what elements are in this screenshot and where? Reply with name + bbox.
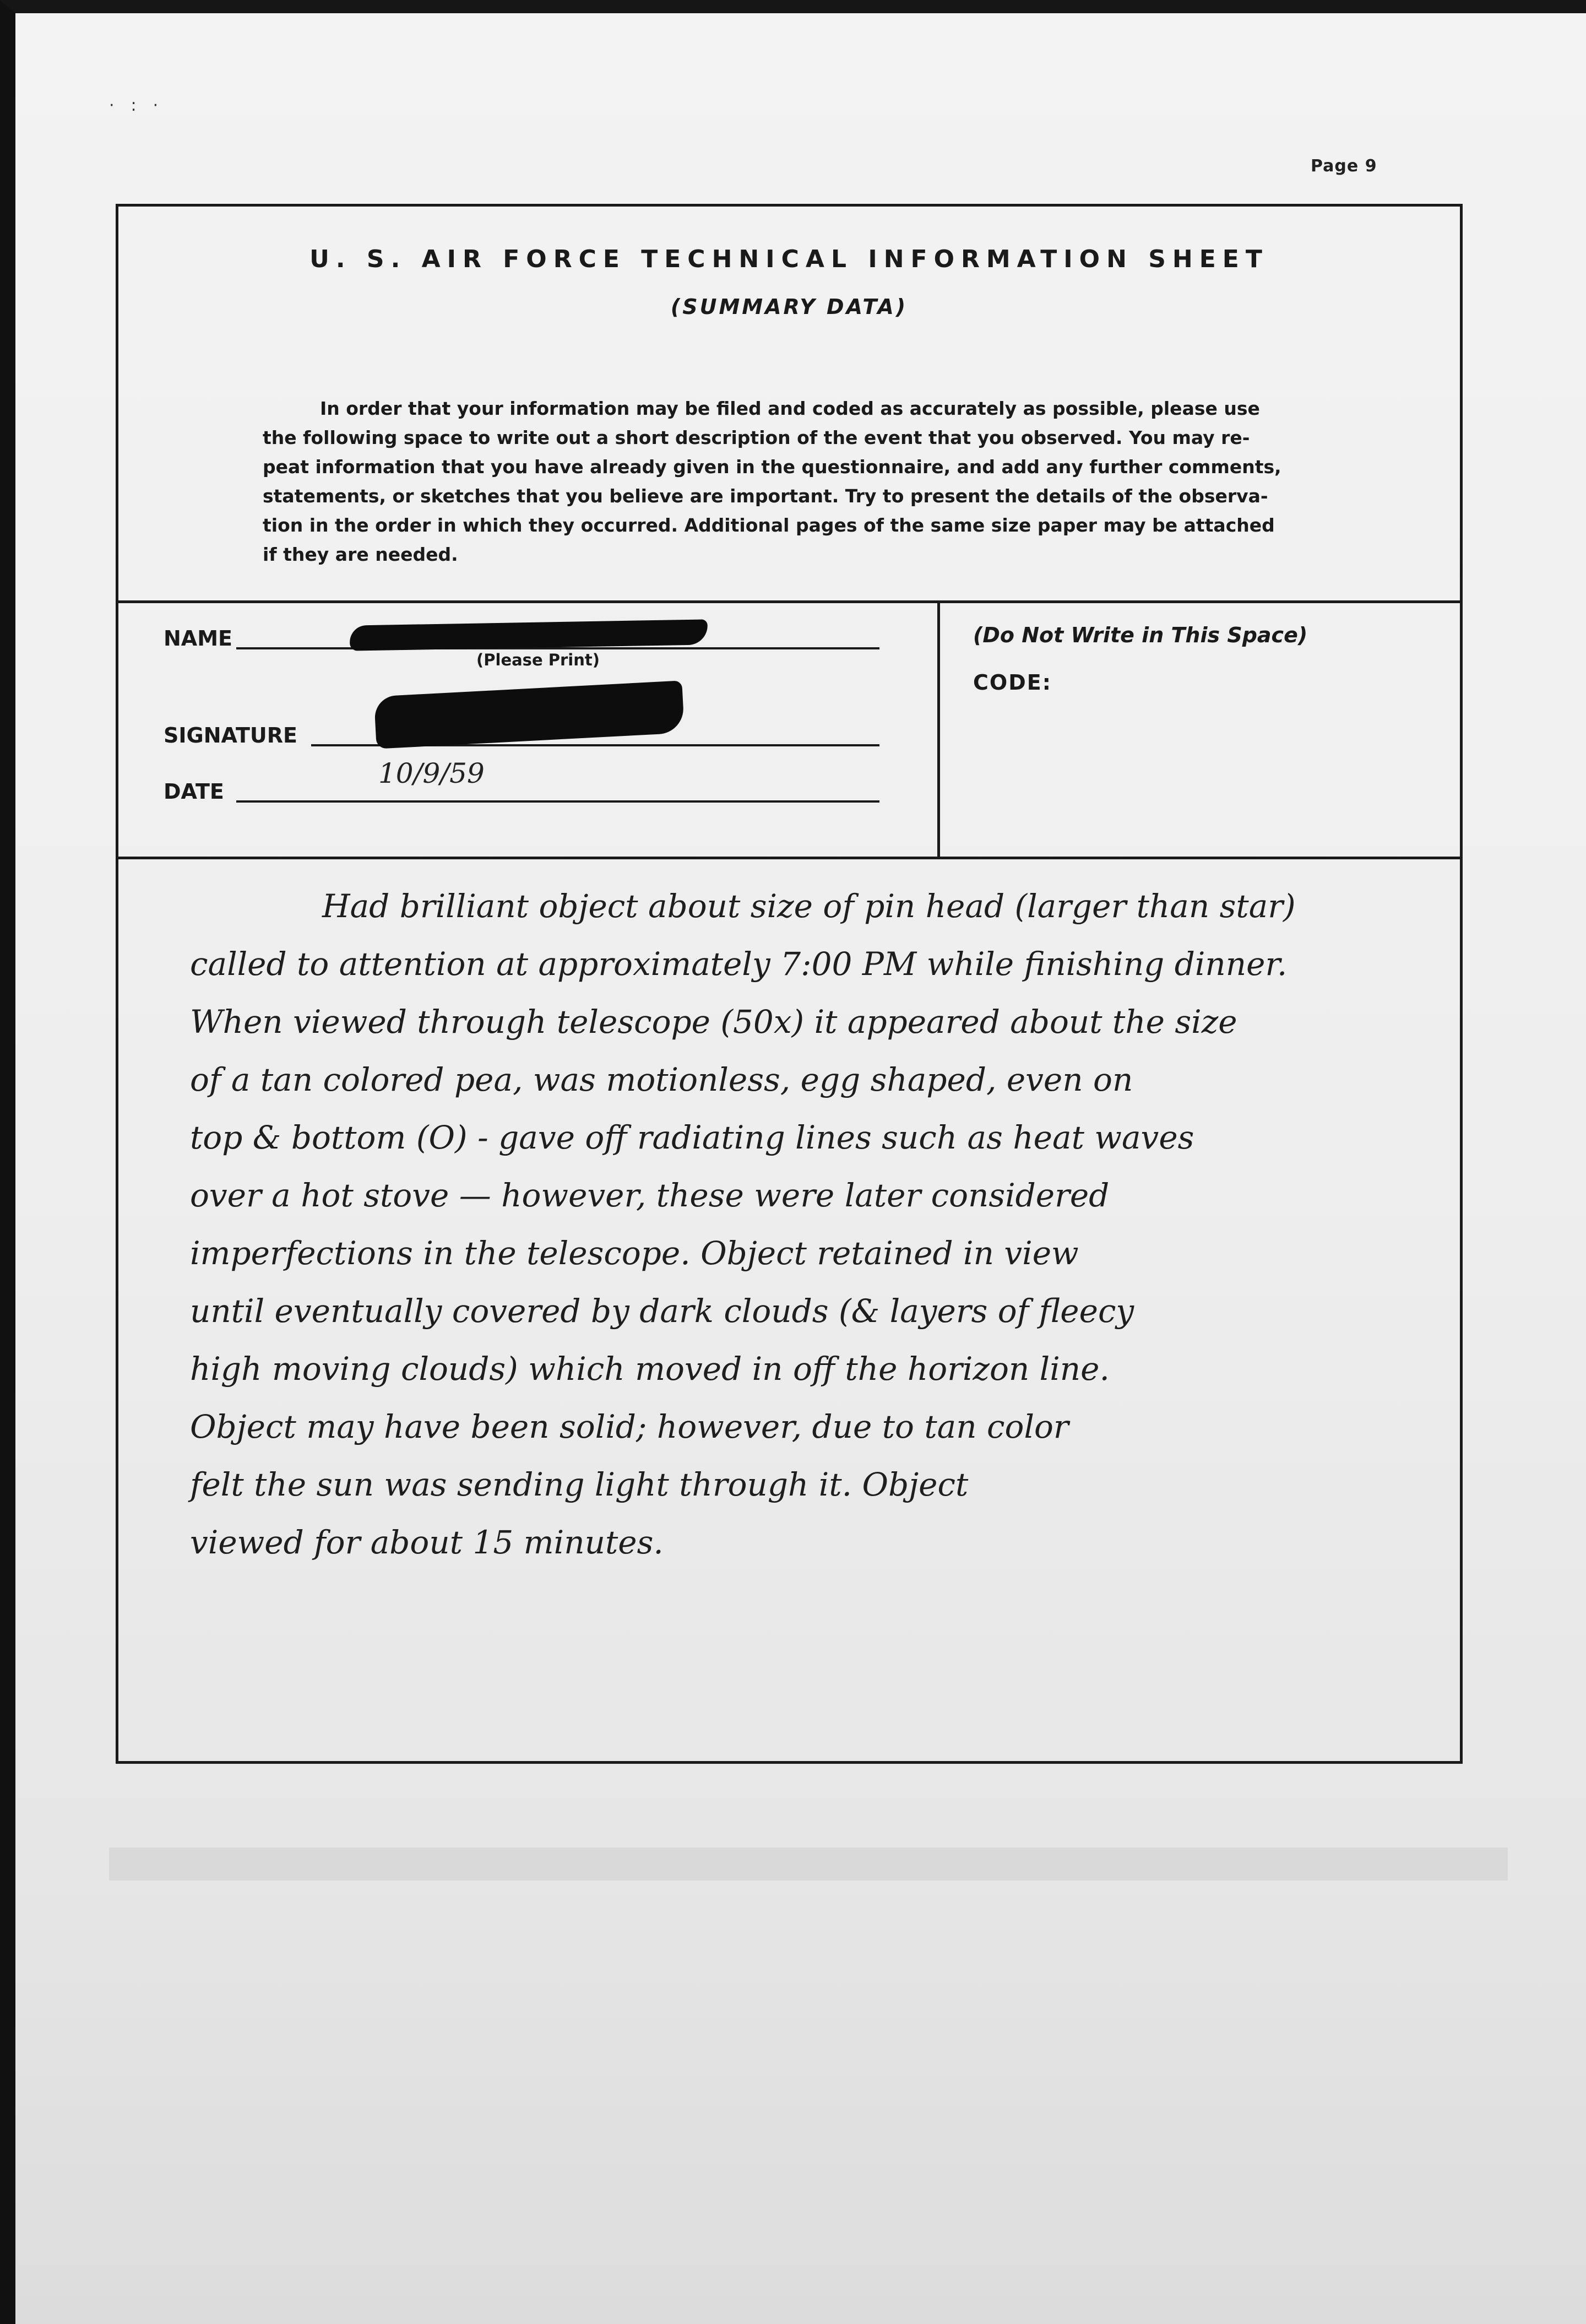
- page-number: Page 9: [1311, 156, 1377, 176]
- name-line: [236, 647, 879, 649]
- form-title: U. S. AIR FORCE TECHNICAL INFORMATION SHEET: [309, 245, 1269, 273]
- instruction-line: if they are needed.: [263, 544, 458, 565]
- technical-information-sheet: [116, 204, 1463, 1764]
- narrative-line: until eventually covered by dark clouds (& layers of fleecy: [190, 1292, 1134, 1330]
- scan-specks: ·:·: [109, 96, 175, 115]
- date-label: DATE: [164, 779, 224, 804]
- divider: [118, 600, 1460, 603]
- narrative-line: viewed for about 15 minutes.: [190, 1524, 664, 1561]
- narrative-line: high moving clouds) which moved in off the horizon line.: [190, 1350, 1110, 1388]
- handwritten-narrative: [190, 877, 1435, 1572]
- code-label: CODE:: [973, 670, 1052, 695]
- date-line: [236, 800, 879, 803]
- office-use-note: (Do Not Write in This Space): [973, 623, 1308, 647]
- instruction-line: peat information that you have already given in the questionnaire, and add any further comments,: [263, 456, 1281, 478]
- narrative-line: top & bottom (O) - gave off radiating lines such as heat waves: [190, 1119, 1194, 1156]
- form-subtitle: (SUMMARY DATA): [670, 295, 908, 319]
- narrative-line: When viewed through telescope (50x) it appeared about the size: [190, 1003, 1237, 1041]
- redacted-signature: [374, 680, 685, 749]
- narrative-line: called to attention at approximately 7:00 PM while finishing dinner.: [190, 945, 1288, 983]
- instruction-line: In order that your information may be filed and coded as accurately as possible, please use: [320, 398, 1260, 419]
- signature-label: SIGNATURE: [164, 723, 297, 747]
- instruction-line: tion in the order in which they occurred. Additional pages of the same size paper may be attached: [263, 514, 1275, 536]
- redacted-name: [350, 619, 708, 651]
- instruction-line: statements, or sketches that you believe are important. Try to present the details of the observa-: [263, 485, 1268, 507]
- narrative-line: Had brilliant object about size of pin head (larger than star): [322, 887, 1296, 925]
- vertical-divider: [937, 600, 940, 858]
- narrative-line: over a hot stove — however, these were later considered: [190, 1177, 1110, 1214]
- date-value: 10/9/59: [378, 757, 485, 789]
- narrative-line: Object may have been solid; however, due to tan color: [190, 1408, 1069, 1445]
- paper-shadow: [109, 1848, 1508, 1881]
- narrative-line: felt the sun was sending light through it. Object: [190, 1466, 969, 1503]
- instructions: [263, 394, 1342, 569]
- name-label: NAME: [164, 626, 232, 651]
- instruction-line: the following space to write out a short description of the event that you observed. You may re-: [263, 427, 1250, 448]
- please-print-note: (Please Print): [476, 651, 600, 669]
- narrative-line: of a tan colored pea, was motionless, egg shaped, even on: [190, 1061, 1133, 1098]
- narrative-line: imperfections in the telescope. Object retained in view: [190, 1234, 1079, 1272]
- divider: [118, 857, 1460, 859]
